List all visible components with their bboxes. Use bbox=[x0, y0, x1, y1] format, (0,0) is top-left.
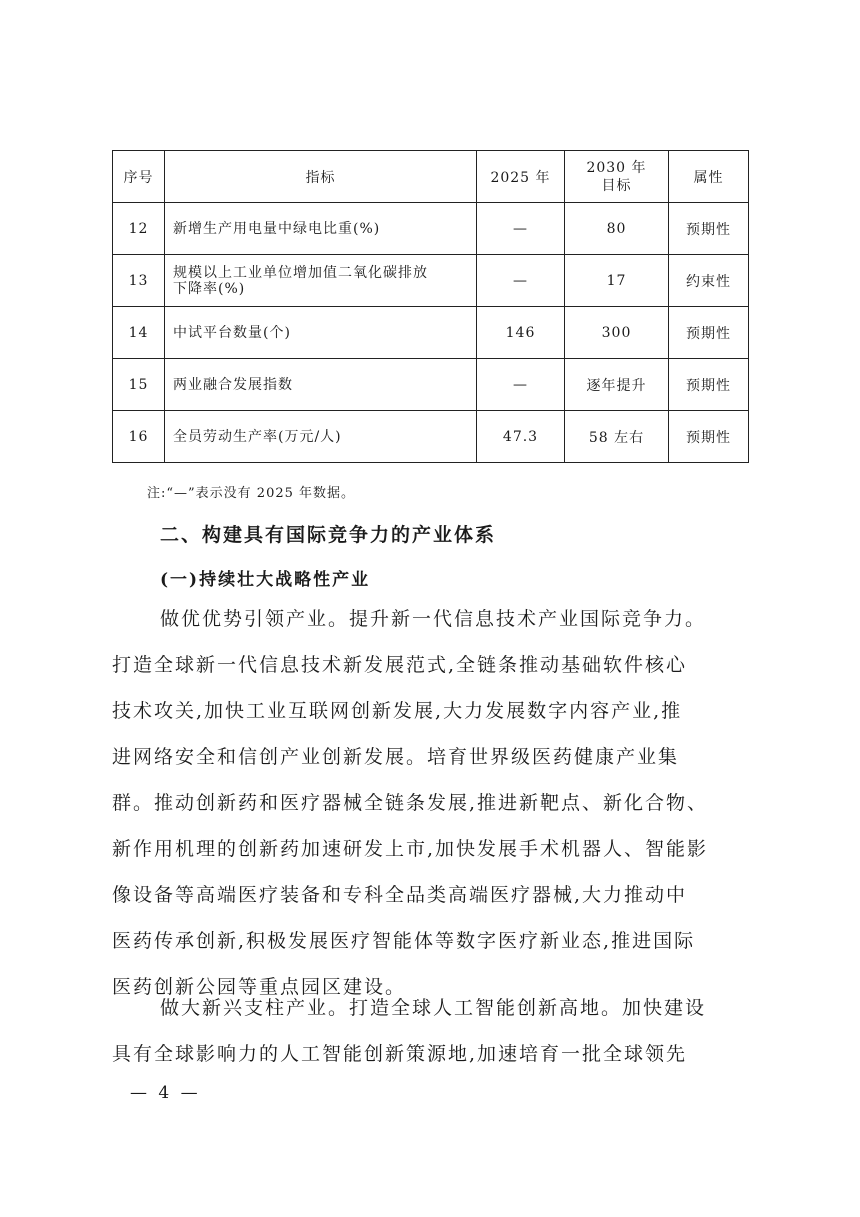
header-indicator: 指标 bbox=[165, 151, 477, 203]
table-row bbox=[113, 359, 749, 411]
table-row bbox=[113, 307, 749, 359]
cell-2025: 47.3 bbox=[477, 411, 565, 463]
cell-no: 13 bbox=[113, 255, 165, 307]
cell-2025: 146 bbox=[477, 307, 565, 359]
paragraph-line: 医药传承创新,积极发展医疗智能体等数字医疗新业态,推进国际 bbox=[112, 930, 696, 952]
cell-2025: — bbox=[477, 255, 565, 307]
cell-attribute: 预期性 bbox=[669, 203, 749, 255]
paragraph-line: 医药创新公园等重点园区建设。 bbox=[112, 976, 407, 998]
cell-target: 80 bbox=[565, 203, 669, 255]
paragraph-line: 做优优势引领产业。提升新一代信息技术产业国际竞争力。 bbox=[160, 608, 707, 630]
cell-indicator: 中试平台数量(个) bbox=[165, 307, 477, 359]
cell-indicator: 两业融合发展指数 bbox=[165, 359, 477, 411]
cell-2025: — bbox=[477, 359, 565, 411]
paragraph-line: 具有全球影响力的人工智能创新策源地,加速培育一批全球领先 bbox=[112, 1043, 688, 1065]
cell-target: 300 bbox=[565, 307, 669, 359]
paragraph-line: 技术攻关,加快工业互联网创新发展,大力发展数字内容产业,推 bbox=[112, 700, 683, 722]
cell-attribute: 预期性 bbox=[669, 359, 749, 411]
table-row bbox=[113, 411, 749, 463]
header-2025: 2025 年 bbox=[477, 151, 565, 203]
cell-2025: — bbox=[477, 203, 565, 255]
paragraph-line: 进网络安全和信创产业创新发展。培育世界级医药健康产业集 bbox=[112, 746, 680, 768]
table-note: 注:“—”表示没有 2025 年数据。 bbox=[147, 486, 356, 501]
cell-indicator-line2: 下降率(%) bbox=[173, 280, 246, 297]
header-attribute: 属性 bbox=[669, 151, 749, 203]
paragraph-line: 群。推动创新药和医疗器械全链条发展,推进新靶点、新化合物、 bbox=[112, 792, 709, 814]
page-number: — 4 — bbox=[130, 1083, 201, 1103]
cell-indicator: 新增生产用电量中绿电比重(%) bbox=[165, 203, 477, 255]
cell-target: 58 左右 bbox=[565, 411, 669, 463]
section-heading: 二、构建具有国际竞争力的产业体系 bbox=[160, 524, 497, 546]
cell-attribute: 约束性 bbox=[669, 255, 749, 307]
cell-indicator-line1: 规模以上工业单位增加值二氧化碳排放 bbox=[173, 264, 428, 281]
paragraph-line: 打造全球新一代信息技术新发展范式,全链条推动基础软件核心 bbox=[112, 654, 688, 676]
cell-no: 16 bbox=[113, 411, 165, 463]
table-row bbox=[113, 203, 749, 255]
indicator-table bbox=[112, 150, 749, 463]
paragraph-line: 新作用机理的创新药加速研发上市,加快发展手术机器人、智能影 bbox=[112, 838, 709, 860]
header-2030-target bbox=[565, 151, 669, 203]
table-row bbox=[113, 255, 749, 307]
cell-no: 14 bbox=[113, 307, 165, 359]
subsection-heading: (一)持续壮大战略性产业 bbox=[160, 570, 371, 590]
cell-target: 逐年提升 bbox=[565, 359, 669, 411]
cell-no: 15 bbox=[113, 359, 165, 411]
table-header-row bbox=[113, 151, 749, 203]
header-2030-target-line2: 目标 bbox=[601, 177, 632, 194]
cell-attribute: 预期性 bbox=[669, 307, 749, 359]
cell-target: 17 bbox=[565, 255, 669, 307]
header-2030-target-line1: 2030 年 bbox=[586, 159, 647, 176]
cell-attribute: 预期性 bbox=[669, 411, 749, 463]
header-no: 序号 bbox=[113, 151, 165, 203]
paragraph-line: 做大新兴支柱产业。打造全球人工智能创新高地。加快建设 bbox=[160, 997, 707, 1019]
cell-indicator bbox=[165, 255, 477, 307]
cell-no: 12 bbox=[113, 203, 165, 255]
paragraph-line: 像设备等高端医疗装备和专科全品类高端医疗器械,大力推动中 bbox=[112, 884, 688, 906]
cell-indicator: 全员劳动生产率(万元/人) bbox=[165, 411, 477, 463]
